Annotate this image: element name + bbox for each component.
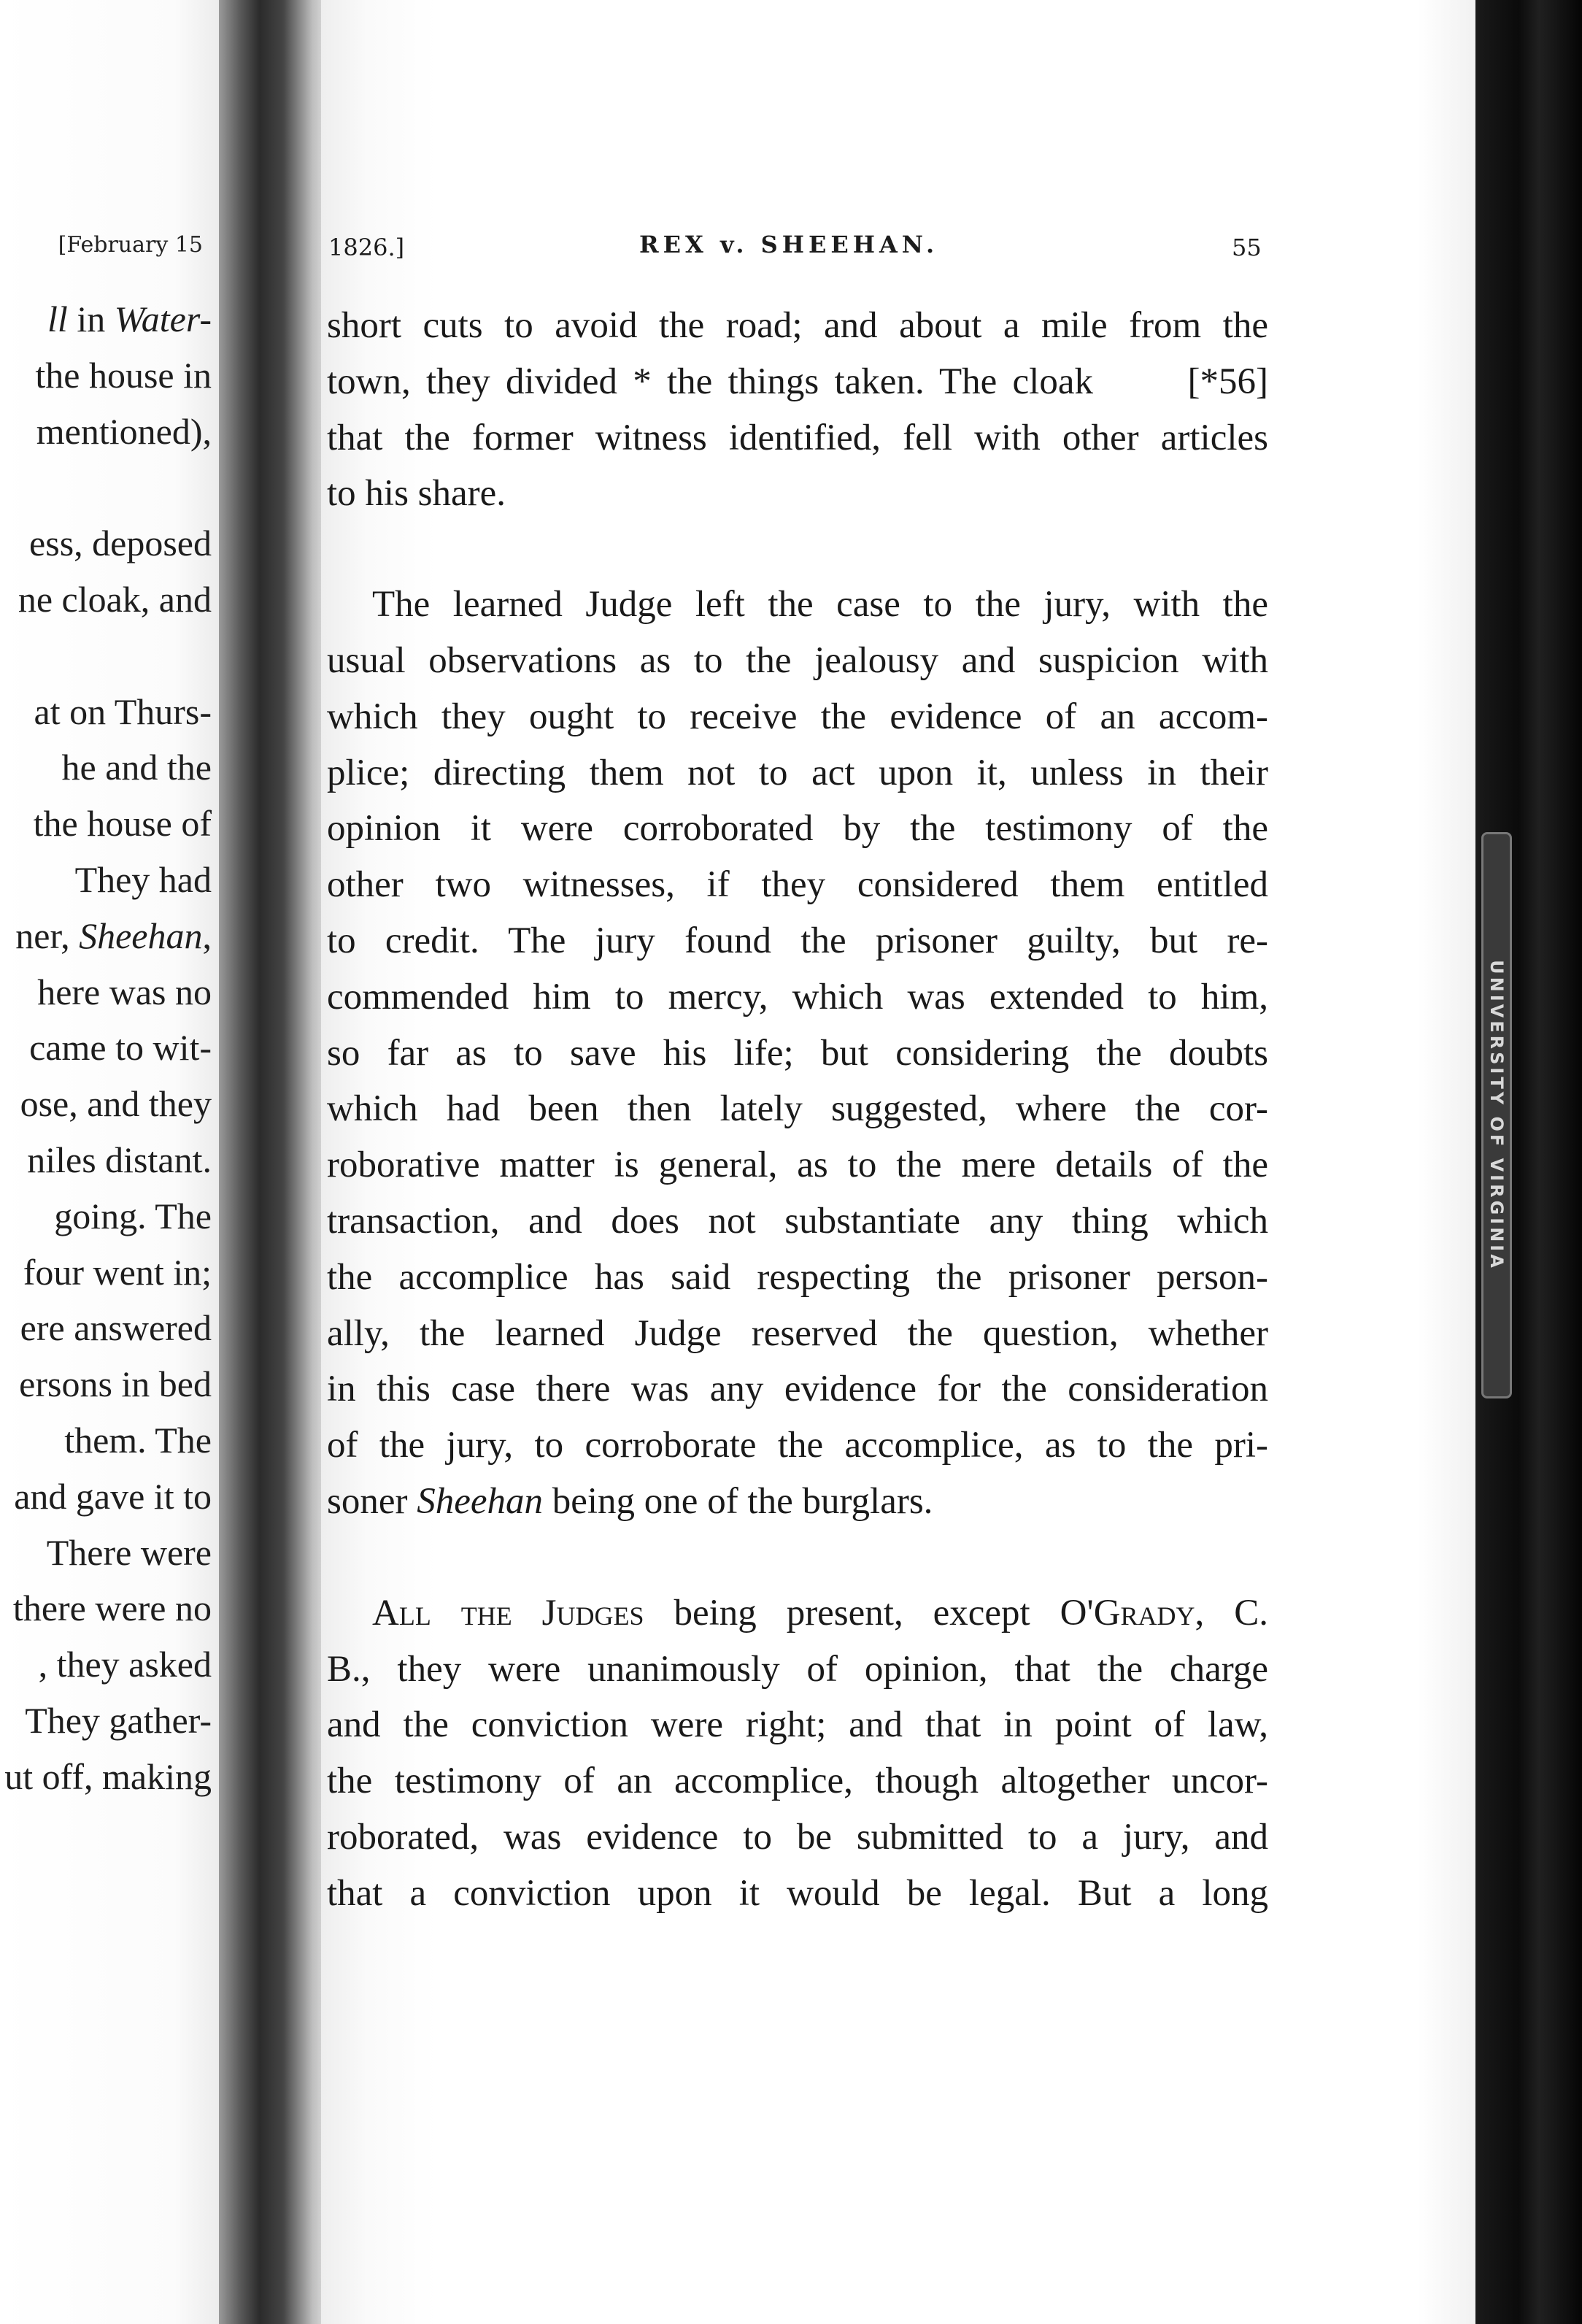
- page-number: 55: [1232, 234, 1262, 261]
- library-stamp: [1481, 832, 1512, 1398]
- text-line: the accomplice has said respecting the prisoner person-: [327, 1256, 1268, 1298]
- left-text-line: there were no: [12, 1588, 212, 1629]
- text-line: so far as to save his life; but considering the doubts: [327, 1032, 1268, 1074]
- left-text-line: ut off, making: [4, 1755, 212, 1797]
- running-head-year: 1826.]: [328, 234, 405, 261]
- text-line: the testimony of an accomplice, though altogether uncor-: [327, 1761, 1268, 1802]
- left-text-line: them. The: [64, 1420, 212, 1461]
- left-text-line: here was no: [37, 971, 212, 1012]
- paragraph-1: [327, 298, 1268, 522]
- book-gutter: [219, 0, 336, 2324]
- right-page: [321, 0, 1475, 2324]
- text-line: in this case there was any evidence for the consideration: [327, 1369, 1268, 1410]
- text-line: All the Judges being present, except O'Grady, C.: [372, 1592, 1268, 1634]
- left-text-line: ere answered: [20, 1307, 212, 1349]
- paragraph-2: [327, 577, 1268, 1530]
- text-line: roborative matter is general, as to the mere details of the: [327, 1144, 1268, 1186]
- running-head: [321, 231, 1270, 267]
- text-line: short cuts to avoid the road; and about a mile from the: [327, 305, 1268, 346]
- left-text-line: They gather-: [25, 1700, 212, 1741]
- text-line: roborated, was evidence to be submitted to a jury, and: [327, 1816, 1268, 1858]
- left-text-line: ne cloak, and: [18, 579, 212, 620]
- left-text-line: There were: [46, 1531, 212, 1573]
- left-text-line: ll in Water-: [47, 299, 212, 339]
- left-text-line: ess, deposed: [29, 523, 212, 564]
- left-text-line: going. The: [54, 1195, 212, 1236]
- margin-page-ref: [*56]: [1187, 361, 1268, 402]
- text-line: plice; directing them not to act upon it, unless in their: [327, 752, 1268, 793]
- text-line: [327, 354, 1268, 410]
- left-text-line: mentioned),: [36, 410, 212, 452]
- text-line: to credit. The jury found the prisoner guilty, but re-: [327, 920, 1268, 961]
- left-text-line: came to wit-: [29, 1027, 212, 1069]
- left-text-line: ose, and they: [20, 1083, 212, 1125]
- left-text-line: , they asked: [38, 1644, 212, 1685]
- text-line: that the former witness identified, fell with other articles: [327, 417, 1268, 458]
- left-page: [0, 0, 219, 2324]
- text-line: other two witnesses, if they considered them entitled: [327, 864, 1268, 906]
- left-text-line: he and the: [61, 747, 212, 788]
- text-line: that a conviction upon it would be legal. But a long: [327, 1872, 1268, 1914]
- body-text: [327, 298, 1268, 1922]
- left-text-line: niles distant.: [27, 1139, 212, 1180]
- left-text-line: the house in: [35, 354, 212, 396]
- left-text-line: at on Thurs-: [34, 690, 212, 732]
- text-line: of the jury, to corroborate the accomplice, as to the pri-: [327, 1425, 1268, 1466]
- left-text-line: and gave it to: [14, 1475, 212, 1517]
- text-line: transaction, and does not substantiate any thing which: [327, 1200, 1268, 1242]
- text-line: opinion it were corroborated by the testimony of the: [327, 808, 1268, 850]
- running-head-title: REX v. SHEEHAN.: [639, 231, 939, 258]
- left-running-head: [February 15: [58, 232, 203, 258]
- paragraph-3: [327, 1585, 1268, 1922]
- left-text-line: ersons in bed: [19, 1363, 212, 1405]
- left-text-line: They had: [74, 859, 212, 900]
- text-line: commended him to mercy, which was extended to him,: [327, 976, 1268, 1017]
- text-line: usual observations as to the jealousy and suspicion with: [327, 639, 1268, 681]
- left-text-line: four went in;: [23, 1251, 212, 1293]
- text-line: ally, the learned Judge reserved the question, whether: [327, 1312, 1268, 1354]
- text-line: to his share.: [327, 473, 506, 515]
- left-text-line: the house of: [33, 803, 212, 844]
- text-line: B., they were unanimously of opinion, that the charge: [327, 1648, 1268, 1690]
- text-line: which they ought to receive the evidence of an accom-: [327, 696, 1268, 737]
- text-line: and the conviction were right; and that in point of law,: [327, 1704, 1268, 1746]
- text-line-content: town, they divided * the things taken. The cloak: [327, 361, 1093, 402]
- text-line: soner Sheehan being one of the burglars.: [327, 1480, 933, 1522]
- left-text-line: ner, Sheehan,: [15, 915, 212, 956]
- library-stamp-text: UNIVERSITY OF VIRGINIA: [1486, 960, 1507, 1271]
- text-line: which had been then lately suggested, where the cor-: [327, 1088, 1268, 1130]
- text-line: The learned Judge left the case to the jury, with the: [372, 584, 1268, 626]
